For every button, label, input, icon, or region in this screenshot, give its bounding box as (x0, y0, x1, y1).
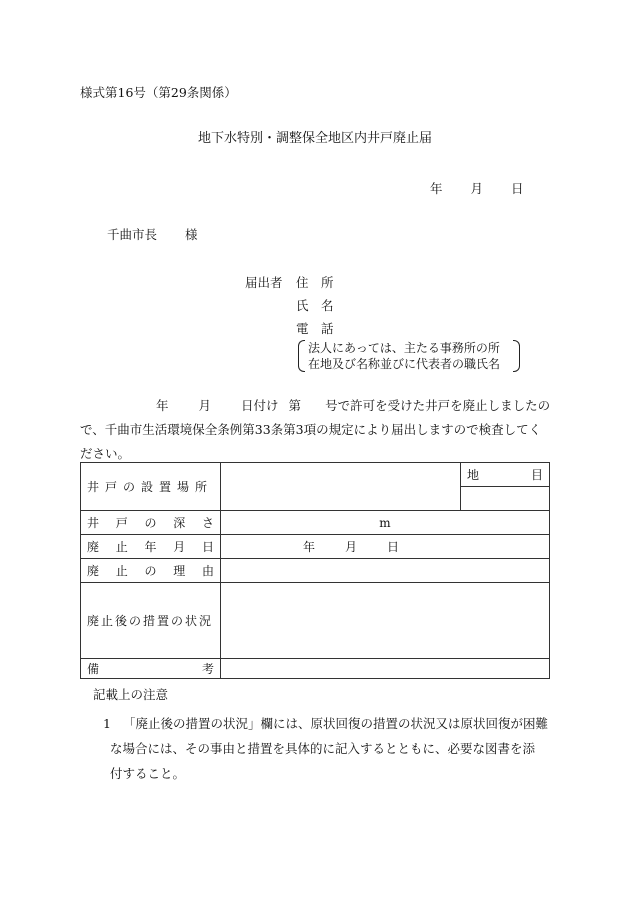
chimoku-label-cell (461, 463, 550, 487)
left-bracket (298, 340, 305, 372)
after-measures-label: 廃止後の措置の状況 (87, 614, 214, 628)
body-line3: ださい。 (80, 446, 131, 461)
body-line2: で、千曲市生活環境保全条例第33条第3項の規定により届出しますので検査してく (80, 422, 542, 437)
right-bracket (513, 340, 520, 372)
remarks-char1: 備 (87, 662, 100, 676)
abolition-date-label-cell (81, 535, 221, 559)
corporate-note-line2: 在地及び名称並びに代表者の職氏名 (308, 357, 501, 371)
abolition-month: 月 (345, 540, 358, 554)
body-paragraph (80, 394, 556, 466)
corporate-note-line1: 法人にあっては、主たる事務所の所 (308, 341, 500, 355)
date-year: 年 (430, 181, 443, 196)
submission-date (430, 179, 524, 197)
remarks-value-cell[interactable] (221, 659, 550, 679)
applicant-label: 届出者 (245, 275, 283, 290)
depth-label-cell (81, 511, 221, 535)
applicant-name-label: 氏 名 (296, 298, 334, 313)
corporate-note (300, 340, 518, 370)
addressee-name: 千曲市長 (107, 227, 158, 242)
note-number: 1 (103, 716, 111, 731)
notes-heading: 記載上の注意 (93, 687, 169, 702)
document-title: 地下水特別・調整保全地区内井戸廃止届 (197, 131, 432, 146)
location-value-cell[interactable] (221, 463, 461, 511)
date-month: 月 (470, 181, 484, 196)
chimoku-char1: 地 (467, 468, 480, 482)
depth-value-cell[interactable] (221, 511, 550, 535)
body-line1-rest: 号で許可を受けた井戸を廃止しましたの (325, 398, 551, 413)
note-text2: な場合には、その事由と措置を具体的に記入するとともに、必要な図書を添 (110, 741, 536, 756)
remarks-char2: 考 (201, 662, 214, 676)
note-text3: 付すること。 (110, 766, 186, 781)
reason-label-cell (81, 559, 221, 583)
note-line3 (93, 761, 553, 786)
abolition-date-label: 廃 止 年 月 日 (87, 540, 214, 554)
addressee (107, 225, 198, 243)
body-line1 (80, 394, 556, 418)
note-text1: 「廃止後の措置の状況」欄には、原状回復の措置の状況又は原状回復が困難 (122, 716, 548, 731)
remarks-label-cell (81, 659, 221, 679)
abolition-year: 年 (303, 540, 316, 554)
chimoku-char2: 目 (530, 468, 543, 482)
abolition-day: 日 (387, 540, 400, 554)
body-month: 月 (198, 398, 212, 413)
reason-value-cell[interactable] (221, 559, 550, 583)
date-day: 日 (511, 181, 524, 196)
location-label: 井戸の設置場所 (87, 480, 214, 494)
chimoku-value-cell[interactable] (461, 487, 550, 511)
body-day: 日付け (241, 398, 279, 413)
addressee-honorific: 様 (185, 227, 198, 242)
note-line1 (93, 711, 553, 736)
location-label-cell (81, 463, 221, 511)
depth-unit: m (379, 515, 391, 530)
note-line2 (93, 736, 553, 761)
depth-label: 井 戸 の 深 さ (87, 516, 214, 530)
body-number-prefix: 第 (288, 398, 302, 413)
note-item-1 (93, 711, 553, 786)
applicant-address-label: 住 所 (296, 275, 334, 290)
reason-label: 廃 止 の 理 由 (87, 564, 214, 578)
body-year: 年 (156, 398, 169, 413)
well-info-table (80, 462, 550, 679)
after-measures-label-cell (81, 583, 221, 659)
applicant-phone-label: 電 話 (296, 321, 334, 336)
after-measures-value-cell[interactable] (221, 583, 550, 659)
form-number: 様式第16号（第29条関係） (80, 85, 237, 100)
abolition-date-value-cell[interactable] (221, 535, 550, 559)
